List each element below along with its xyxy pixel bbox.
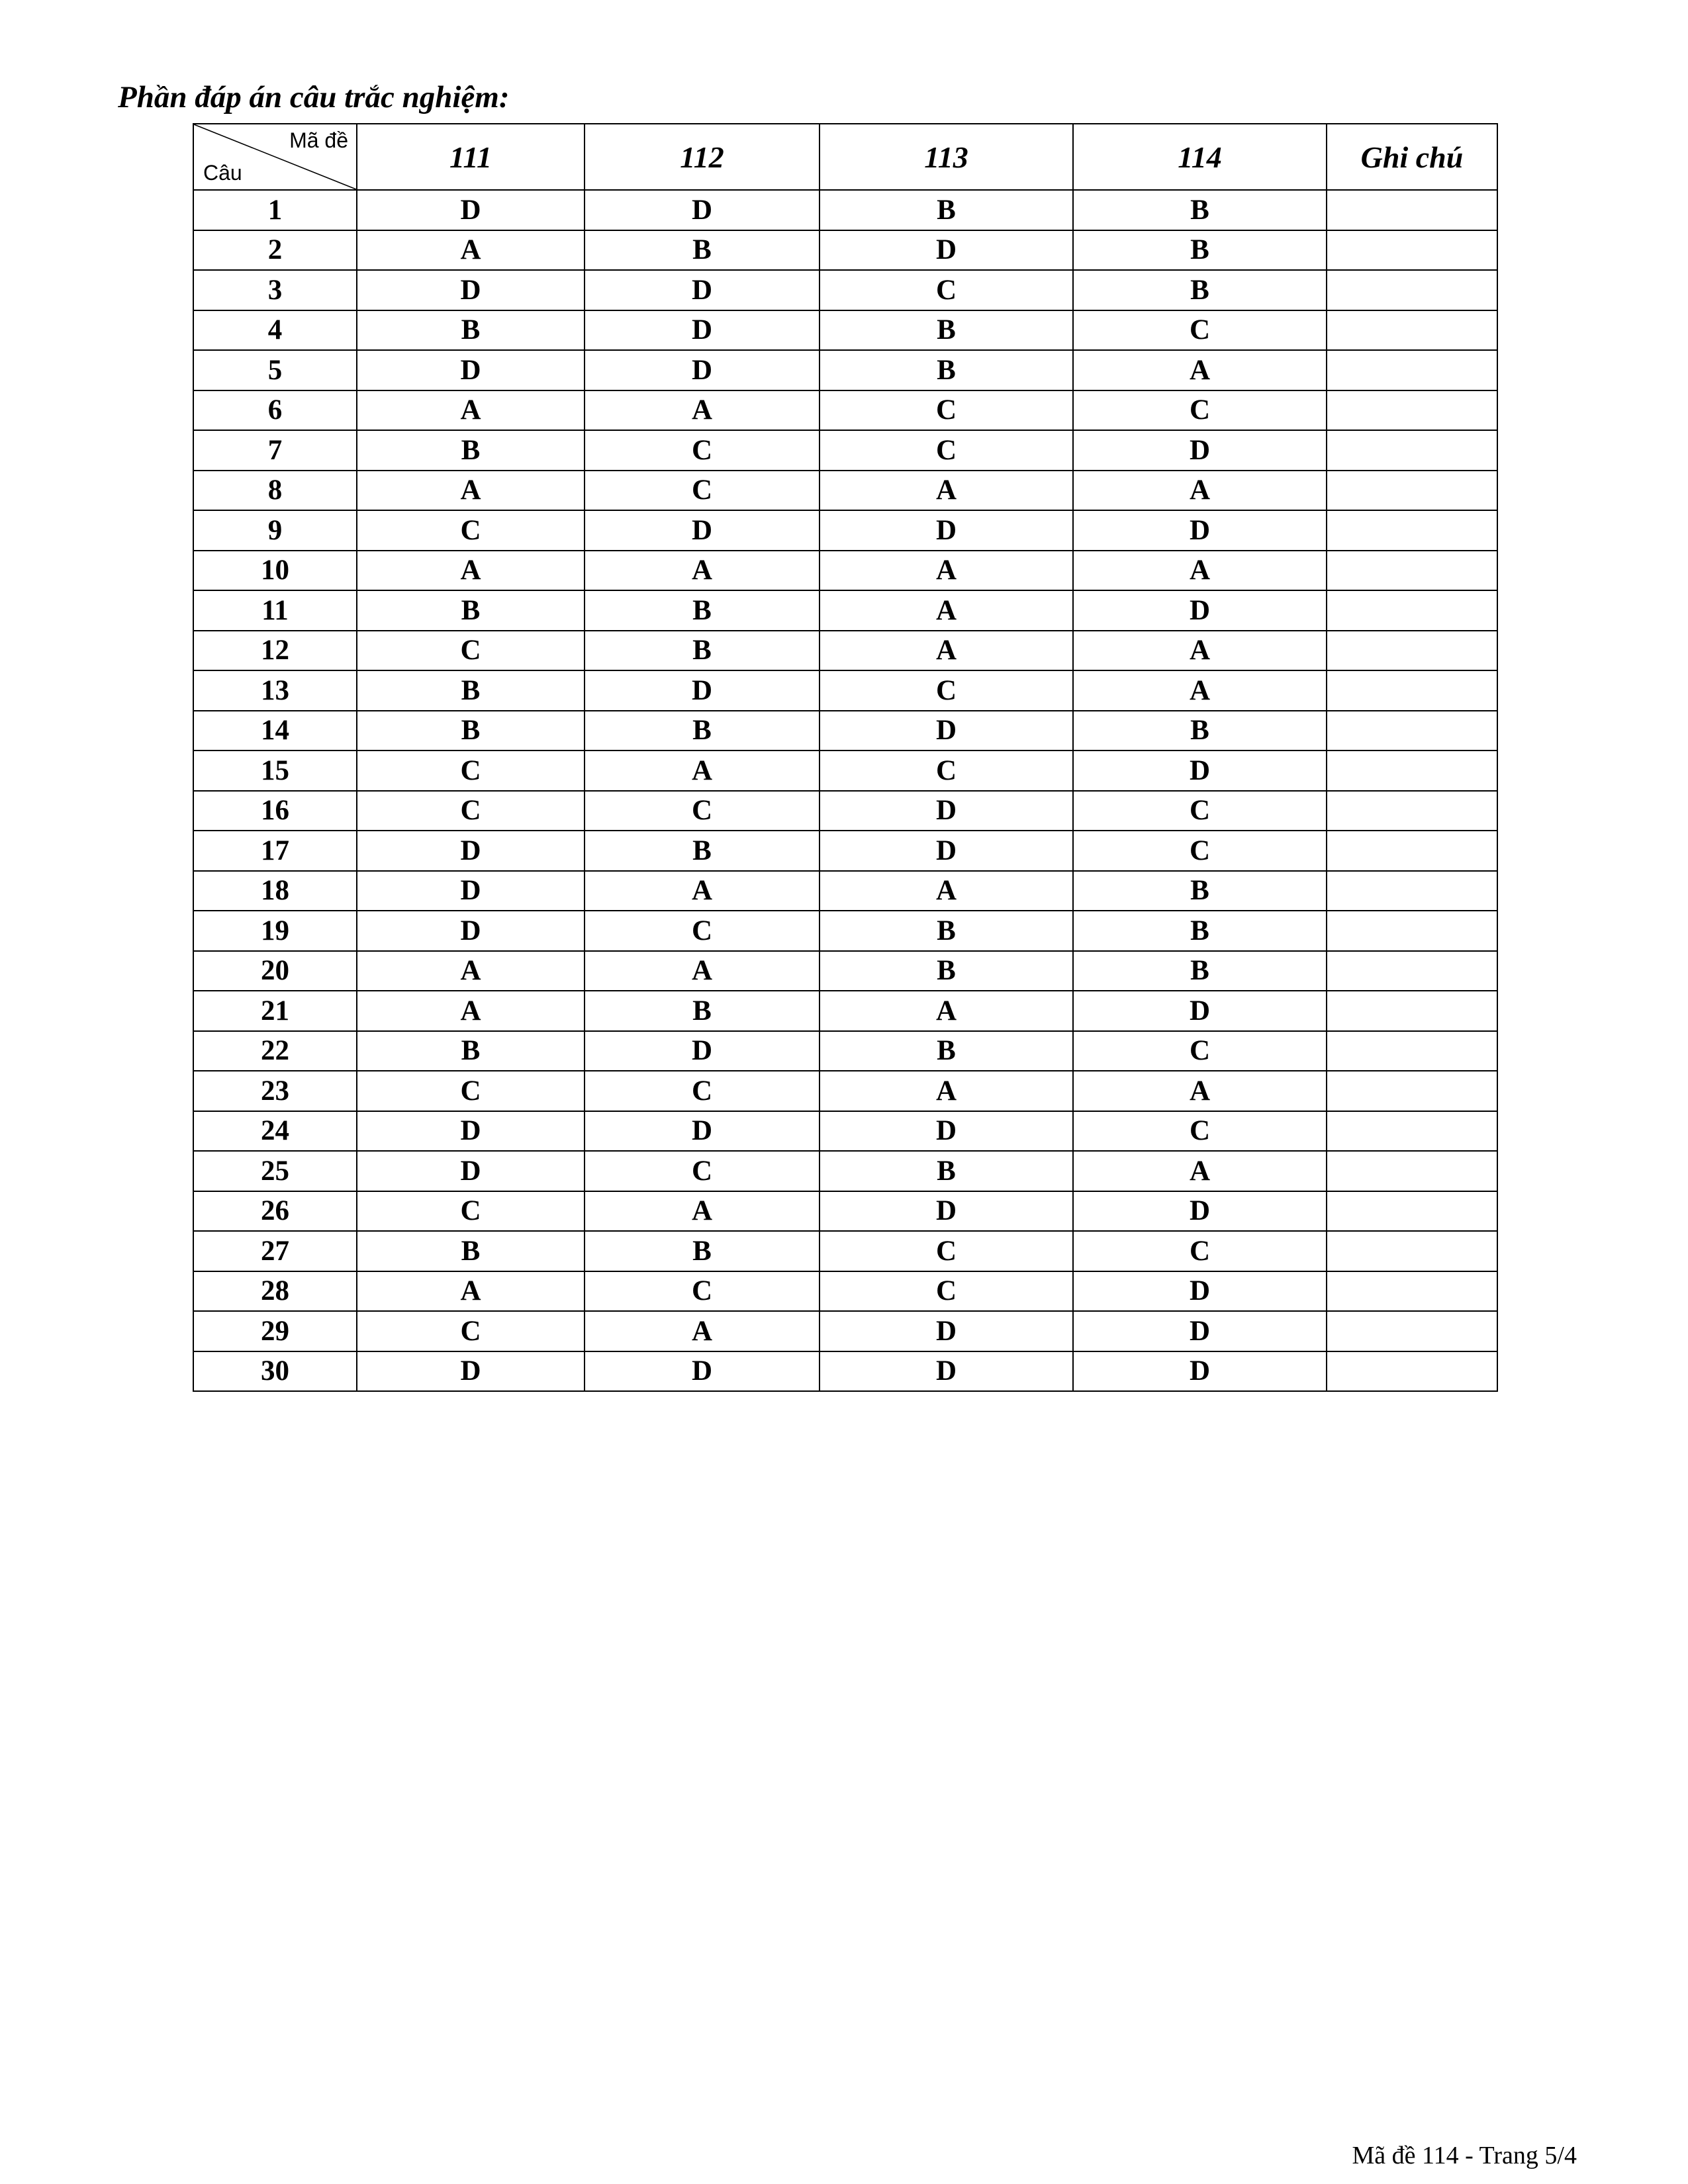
table-row: [193, 390, 1497, 431]
answer-113: B: [820, 190, 1073, 230]
answer-111: A: [357, 551, 585, 591]
question-number: 11: [193, 590, 357, 631]
table-row: [193, 1351, 1497, 1392]
question-number: 22: [193, 1031, 357, 1071]
question-number: 30: [193, 1351, 357, 1392]
answer-114: D: [1073, 1191, 1327, 1232]
answer-111: C: [357, 1071, 585, 1111]
table-row: [193, 751, 1497, 791]
answer-111: A: [357, 1271, 585, 1312]
answer-114: B: [1073, 951, 1327, 991]
table-row: [193, 230, 1497, 271]
answer-111: D: [357, 270, 585, 310]
question-number: 1: [193, 190, 357, 230]
note-cell: [1327, 831, 1497, 871]
answer-111: B: [357, 590, 585, 631]
answer-113: B: [820, 1151, 1073, 1191]
note-cell: [1327, 310, 1497, 351]
answer-114: C: [1073, 1031, 1327, 1071]
answer-114: C: [1073, 1231, 1327, 1271]
note-cell: [1327, 1111, 1497, 1152]
answer-114: A: [1073, 1151, 1327, 1191]
answer-114: C: [1073, 310, 1327, 351]
answer-114: B: [1073, 230, 1327, 271]
question-number: 8: [193, 471, 357, 511]
table-row: [193, 551, 1497, 591]
answer-113: B: [820, 911, 1073, 951]
answer-113: D: [820, 1311, 1073, 1351]
note-cell: [1327, 350, 1497, 390]
answer-112: D: [585, 510, 820, 551]
answer-112: C: [585, 1271, 820, 1312]
answer-113: D: [820, 230, 1073, 271]
table-row: [193, 670, 1497, 711]
question-number: 15: [193, 751, 357, 791]
answer-111: A: [357, 390, 585, 431]
note-cell: [1327, 631, 1497, 671]
question-number: 18: [193, 871, 357, 911]
column-header-113: 113: [820, 124, 1073, 190]
answer-112: C: [585, 911, 820, 951]
answer-111: A: [357, 951, 585, 991]
answer-112: D: [585, 310, 820, 351]
table-row: [193, 1191, 1497, 1232]
table-row: [193, 270, 1497, 310]
note-cell: [1327, 190, 1497, 230]
question-number: 23: [193, 1071, 357, 1111]
answer-113: A: [820, 1071, 1073, 1111]
question-number: 2: [193, 230, 357, 271]
table-row: [193, 430, 1497, 471]
table-row: [193, 190, 1497, 230]
note-cell: [1327, 1151, 1497, 1191]
answer-114: B: [1073, 190, 1327, 230]
answer-112: C: [585, 791, 820, 831]
answer-113: A: [820, 631, 1073, 671]
answer-113: D: [820, 791, 1073, 831]
table-row: [193, 1031, 1497, 1071]
answer-111: C: [357, 751, 585, 791]
answer-112: D: [585, 670, 820, 711]
question-number: 16: [193, 791, 357, 831]
note-cell: [1327, 430, 1497, 471]
answer-114: D: [1073, 510, 1327, 551]
answer-114: D: [1073, 1271, 1327, 1312]
table-row: [193, 510, 1497, 551]
answer-113: D: [820, 1111, 1073, 1152]
question-header-label: Câu: [203, 161, 242, 185]
answer-112: B: [585, 590, 820, 631]
question-number: 12: [193, 631, 357, 671]
answer-113: A: [820, 551, 1073, 591]
answer-112: C: [585, 1151, 820, 1191]
answer-111: D: [357, 190, 585, 230]
answer-113: B: [820, 310, 1073, 351]
page-heading: Phần đáp án câu trắc nghiệm:: [118, 80, 510, 114]
note-cell: [1327, 471, 1497, 511]
question-number: 28: [193, 1271, 357, 1312]
answer-113: A: [820, 590, 1073, 631]
answer-111: B: [357, 670, 585, 711]
table-row: [193, 310, 1497, 351]
note-cell: [1327, 1191, 1497, 1232]
table-row: [193, 1071, 1497, 1111]
answer-112: D: [585, 1031, 820, 1071]
answer-114: B: [1073, 270, 1327, 310]
answer-114: A: [1073, 1071, 1327, 1111]
answer-112: D: [585, 270, 820, 310]
answer-114: A: [1073, 471, 1327, 511]
answer-111: C: [357, 631, 585, 671]
note-cell: [1327, 991, 1497, 1031]
answer-rows: [193, 190, 1497, 1391]
answer-114: C: [1073, 390, 1327, 431]
question-number: 6: [193, 390, 357, 431]
question-number: 10: [193, 551, 357, 591]
answer-113: B: [820, 350, 1073, 390]
answer-111: D: [357, 831, 585, 871]
answer-113: A: [820, 991, 1073, 1031]
answer-113: D: [820, 831, 1073, 871]
answer-112: D: [585, 350, 820, 390]
question-number: 29: [193, 1311, 357, 1351]
table-row: [193, 711, 1497, 751]
answer-112: C: [585, 471, 820, 511]
question-number: 7: [193, 430, 357, 471]
answer-111: A: [357, 471, 585, 511]
table-header-row: [193, 124, 1497, 190]
answer-114: A: [1073, 670, 1327, 711]
question-number: 25: [193, 1151, 357, 1191]
answer-113: D: [820, 1191, 1073, 1232]
answer-112: B: [585, 1231, 820, 1271]
answer-112: B: [585, 631, 820, 671]
answer-114: B: [1073, 911, 1327, 951]
answer-111: B: [357, 430, 585, 471]
answer-111: A: [357, 991, 585, 1031]
question-number: 3: [193, 270, 357, 310]
note-cell: [1327, 1351, 1497, 1392]
answer-113: D: [820, 711, 1073, 751]
answer-111: D: [357, 1351, 585, 1392]
answer-113: B: [820, 951, 1073, 991]
answer-113: B: [820, 1031, 1073, 1071]
answer-113: A: [820, 871, 1073, 911]
page-footer: Mã đề 114 - Trang 5/4: [1352, 2142, 1577, 2169]
note-cell: [1327, 1311, 1497, 1351]
question-number: 26: [193, 1191, 357, 1232]
answer-111: D: [357, 350, 585, 390]
question-number: 4: [193, 310, 357, 351]
answer-111: D: [357, 1111, 585, 1152]
note-cell: [1327, 1271, 1497, 1312]
answer-112: D: [585, 1351, 820, 1392]
answer-111: D: [357, 911, 585, 951]
answer-114: C: [1073, 831, 1327, 871]
note-cell: [1327, 270, 1497, 310]
question-number: 13: [193, 670, 357, 711]
question-number: 17: [193, 831, 357, 871]
answer-112: C: [585, 430, 820, 471]
answer-113: D: [820, 510, 1073, 551]
answer-114: A: [1073, 350, 1327, 390]
answer-113: C: [820, 270, 1073, 310]
column-header-notes: Ghi chú: [1327, 124, 1497, 190]
note-cell: [1327, 390, 1497, 431]
answer-113: D: [820, 1351, 1073, 1392]
answer-112: D: [585, 1111, 820, 1152]
exam-code-header-label: Mã đề: [289, 128, 348, 152]
table-row: [193, 471, 1497, 511]
note-cell: [1327, 510, 1497, 551]
answer-111: A: [357, 230, 585, 271]
note-cell: [1327, 670, 1497, 711]
corner-header-cell: [193, 124, 357, 190]
answer-114: A: [1073, 551, 1327, 591]
answer-114: D: [1073, 590, 1327, 631]
answer-113: A: [820, 471, 1073, 511]
table-row: [193, 991, 1497, 1031]
answer-112: A: [585, 390, 820, 431]
answer-111: C: [357, 791, 585, 831]
answer-112: A: [585, 751, 820, 791]
answer-114: B: [1073, 711, 1327, 751]
answer-112: B: [585, 711, 820, 751]
note-cell: [1327, 951, 1497, 991]
answer-112: C: [585, 1071, 820, 1111]
answer-112: A: [585, 871, 820, 911]
answer-112: A: [585, 551, 820, 591]
question-number: 20: [193, 951, 357, 991]
question-number: 19: [193, 911, 357, 951]
table-row: [193, 911, 1497, 951]
answer-111: C: [357, 1311, 585, 1351]
note-cell: [1327, 871, 1497, 911]
column-header-114: 114: [1073, 124, 1327, 190]
answer-111: B: [357, 1231, 585, 1271]
answer-111: B: [357, 310, 585, 351]
table-row: [193, 631, 1497, 671]
note-cell: [1327, 1071, 1497, 1111]
answer-114: D: [1073, 1351, 1327, 1392]
table-row: [193, 350, 1497, 390]
answer-114: C: [1073, 791, 1327, 831]
answer-113: C: [820, 430, 1073, 471]
question-number: 5: [193, 350, 357, 390]
note-cell: [1327, 751, 1497, 791]
answer-113: C: [820, 670, 1073, 711]
question-number: 24: [193, 1111, 357, 1152]
answer-114: D: [1073, 991, 1327, 1031]
answer-114: A: [1073, 631, 1327, 671]
answer-111: C: [357, 1191, 585, 1232]
answer-111: C: [357, 510, 585, 551]
answer-112: A: [585, 1191, 820, 1232]
note-cell: [1327, 551, 1497, 591]
note-cell: [1327, 1031, 1497, 1071]
answer-key-table: [193, 123, 1498, 1392]
answer-113: C: [820, 1271, 1073, 1312]
note-cell: [1327, 590, 1497, 631]
answer-111: B: [357, 711, 585, 751]
table-row: [193, 951, 1497, 991]
table-row: [193, 1311, 1497, 1351]
answer-111: D: [357, 871, 585, 911]
answer-112: D: [585, 190, 820, 230]
table-row: [193, 871, 1497, 911]
answer-112: B: [585, 991, 820, 1031]
answer-114: B: [1073, 871, 1327, 911]
column-header-111: 111: [357, 124, 585, 190]
table-row: [193, 1151, 1497, 1191]
note-cell: [1327, 911, 1497, 951]
table-row: [193, 1271, 1497, 1312]
table-row: [193, 831, 1497, 871]
question-number: 21: [193, 991, 357, 1031]
answer-114: C: [1073, 1111, 1327, 1152]
answer-111: B: [357, 1031, 585, 1071]
answer-114: D: [1073, 1311, 1327, 1351]
answer-112: A: [585, 1311, 820, 1351]
answer-114: D: [1073, 751, 1327, 791]
answer-112: B: [585, 230, 820, 271]
question-number: 9: [193, 510, 357, 551]
answer-111: D: [357, 1151, 585, 1191]
answer-112: A: [585, 951, 820, 991]
table-row: [193, 791, 1497, 831]
answer-112: B: [585, 831, 820, 871]
note-cell: [1327, 1231, 1497, 1271]
note-cell: [1327, 230, 1497, 271]
note-cell: [1327, 791, 1497, 831]
question-number: 14: [193, 711, 357, 751]
table-row: [193, 590, 1497, 631]
note-cell: [1327, 711, 1497, 751]
table-row: [193, 1111, 1497, 1152]
answer-113: C: [820, 1231, 1073, 1271]
table-row: [193, 1231, 1497, 1271]
answer-113: C: [820, 751, 1073, 791]
column-header-112: 112: [585, 124, 820, 190]
answer-114: D: [1073, 430, 1327, 471]
answer-113: C: [820, 390, 1073, 431]
question-number: 27: [193, 1231, 357, 1271]
